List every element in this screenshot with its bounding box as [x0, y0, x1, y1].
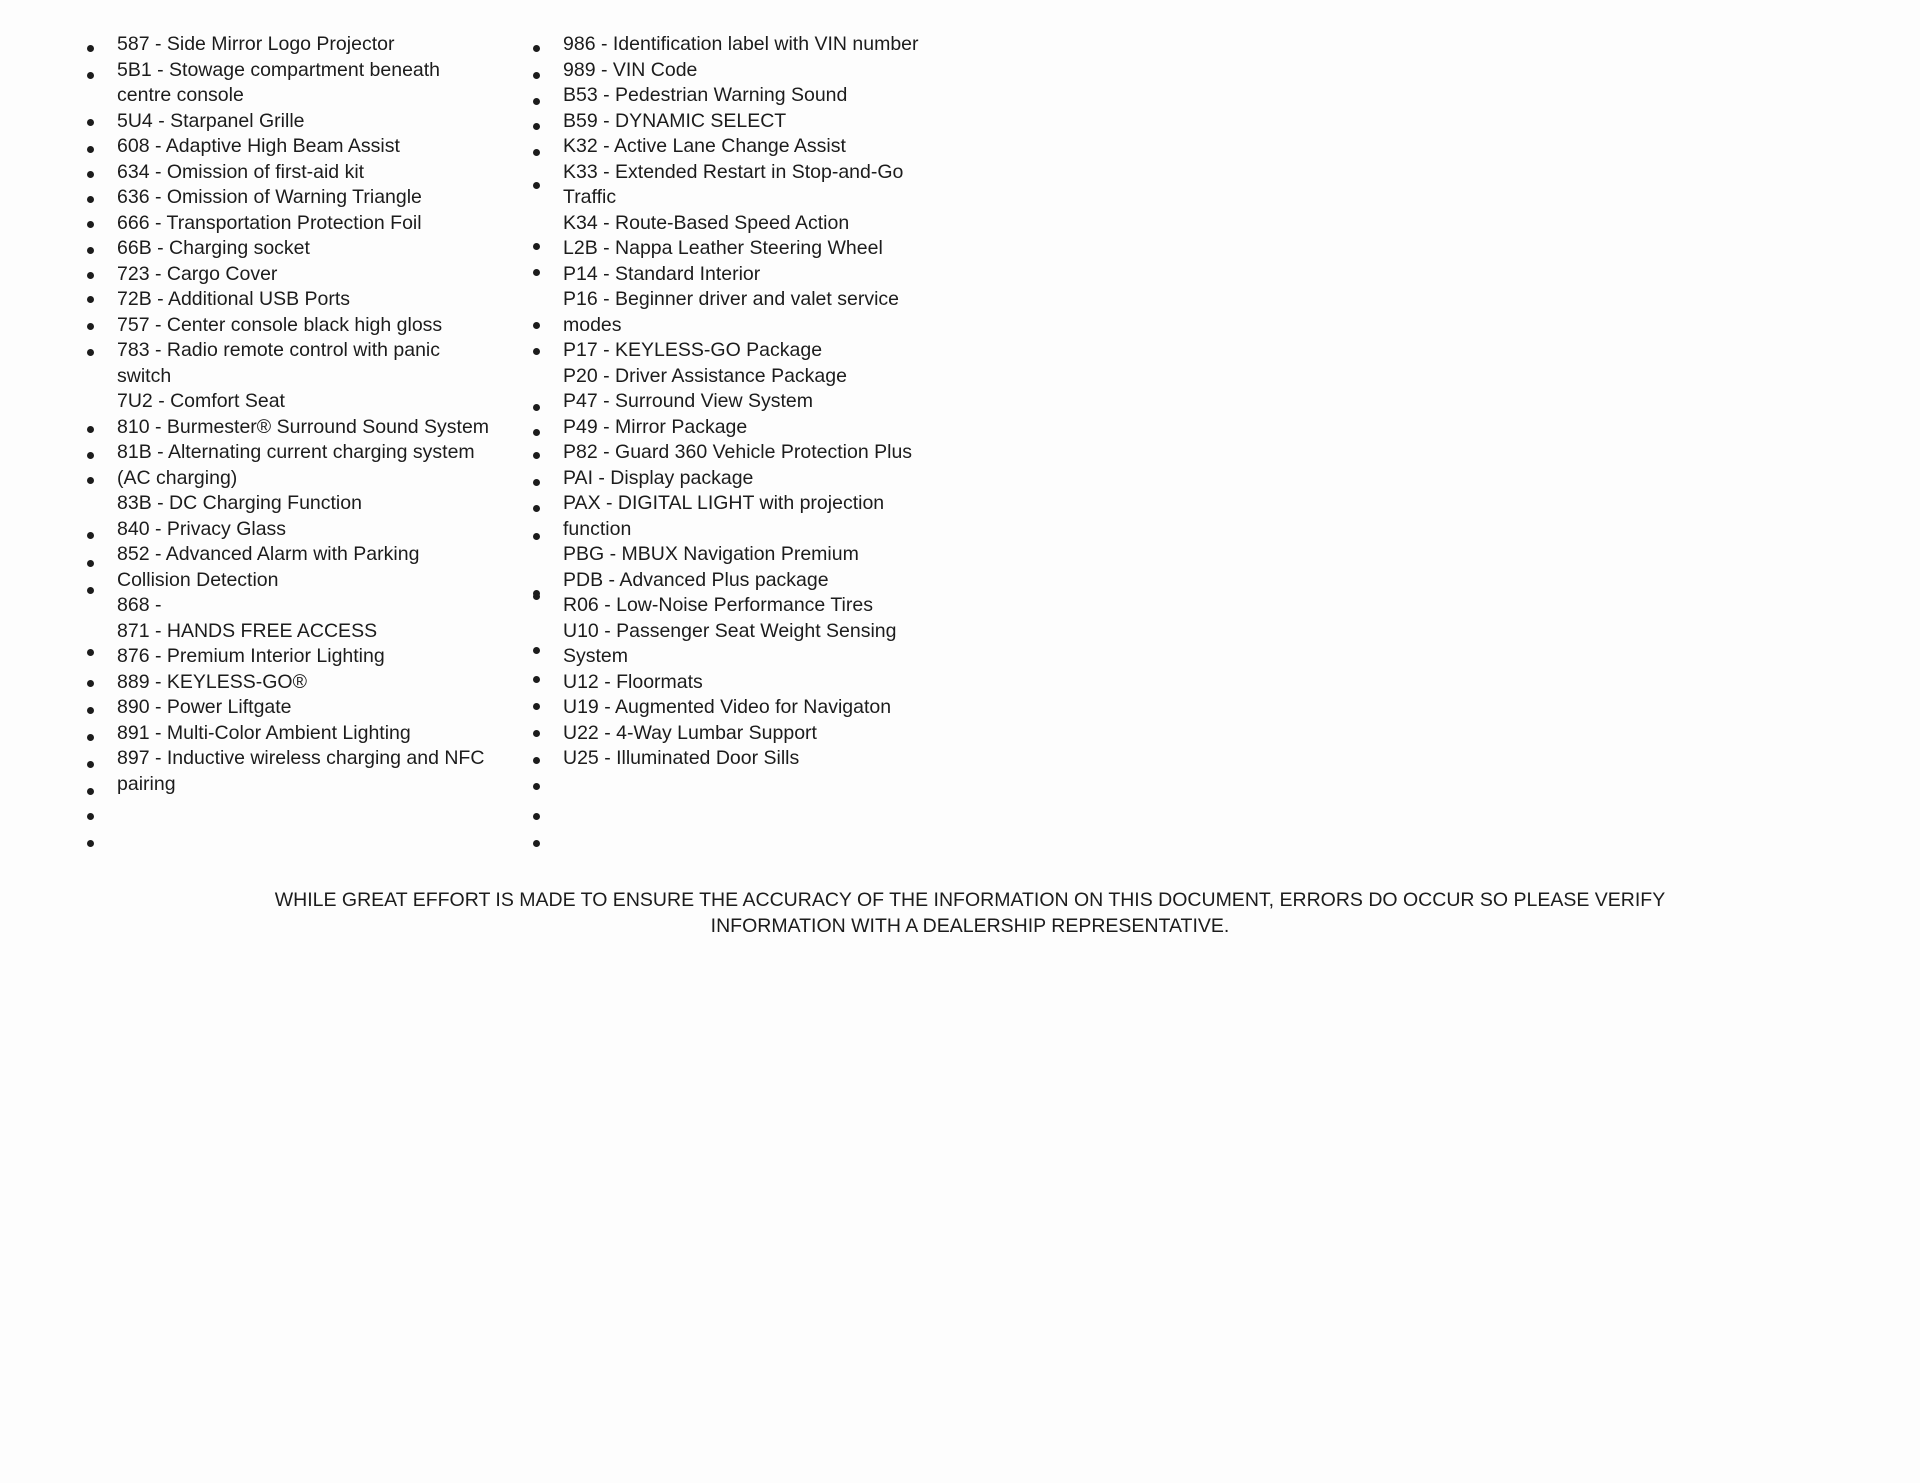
bullet-marker [533, 243, 540, 250]
option-line: 840 - Privacy Glass [117, 517, 287, 540]
bullet-marker [87, 734, 94, 741]
option-line: Collision Detection [117, 568, 279, 591]
bullet-marker [87, 45, 94, 52]
bullet-marker [533, 45, 540, 52]
option-line: U19 - Augmented Video for Navigaton [563, 696, 892, 718]
option-line: 889 - KEYLESS-GO® [117, 670, 307, 693]
bullet-marker [533, 757, 540, 764]
option-line: (AC charging) [117, 466, 238, 489]
option-line: P82 - Guard 360 Vehicle Protection Plus [563, 441, 913, 463]
bullet-marker [87, 323, 94, 330]
option-line: System [563, 645, 629, 667]
bullet-marker [87, 707, 94, 714]
bullet-marker [533, 593, 540, 600]
bullet-marker [87, 426, 94, 433]
option-line: P17 - KEYLESS-GO Package [563, 339, 823, 361]
options-list-left [117, 32, 547, 797]
option-line: pairing [117, 772, 176, 795]
bullet-marker [533, 182, 540, 189]
bullet-marker [533, 840, 540, 847]
bullet-marker [533, 269, 540, 276]
bullet-marker [87, 840, 94, 847]
bullet-marker [87, 119, 94, 126]
option-line: U10 - Passenger Seat Weight Sensing [563, 619, 897, 642]
bullet-marker [533, 783, 540, 790]
option-line: 66B - Charging socket [117, 237, 310, 259]
option-line: 757 - Center console black high gloss [117, 313, 443, 336]
bullet-marker [533, 429, 540, 436]
option-line: 666 - Transportation Protection Foil [117, 211, 422, 234]
option-line: 871 - HANDS FREE ACCESS [117, 619, 378, 642]
bullet-marker [87, 788, 94, 795]
option-line: 890 - Power Liftgate [117, 696, 292, 718]
bullet-marker [533, 813, 540, 820]
option-line: PAX - DIGITAL LIGHT with projection [563, 492, 885, 514]
bullet-marker [533, 348, 540, 355]
bullet-marker [533, 404, 540, 411]
bullet-marker [533, 505, 540, 512]
option-line: U12 - Floormats [563, 670, 703, 693]
option-line: P47 - Surround View System [563, 390, 814, 412]
option-line: 5U4 - Starpanel Grille [117, 109, 305, 132]
option-line: 83B - DC Charging Function [117, 492, 362, 514]
bullet-marker [533, 730, 540, 737]
bullet-marker [533, 703, 540, 710]
bullet-marker [87, 196, 94, 203]
option-line: 868 - [117, 594, 162, 616]
option-line: 989 - VIN Code [563, 58, 698, 81]
disclaimer-line-1: WHILE GREAT EFFORT IS MADE TO ENSURE THE ACCURACY OF THE INFORMATION ON THIS DOCUMENT, ERRORS DO OCCUR SO PLEASE VERIFY [274, 889, 1666, 911]
option-line: 634 - Omission of first-aid kit [117, 160, 365, 183]
option-line: P20 - Driver Assistance Package [563, 364, 847, 387]
option-line: 876 - Premium Interior Lighting [117, 645, 385, 667]
option-line: B59 - DYNAMIC SELECT [563, 109, 787, 132]
disclaimer-line-2: INFORMATION WITH A DEALERSHIP REPRESENTATIVE. [710, 914, 1230, 937]
option-line: 587 - Side Mirror Logo Projector [117, 33, 395, 55]
option-line: PAI - Display package [563, 466, 754, 489]
bullet-marker [87, 452, 94, 459]
bullet-marker [87, 761, 94, 768]
bullet-marker [87, 296, 94, 303]
option-line: 810 - Burmester® Surround Sound System [117, 415, 490, 438]
bullet-marker [87, 272, 94, 279]
bullet-marker [87, 247, 94, 254]
bullet-marker [87, 813, 94, 820]
option-line: 986 - Identification label with VIN number [563, 33, 919, 55]
option-line: function [563, 517, 632, 540]
disclaimer [240, 888, 1700, 939]
option-line: P49 - Mirror Package [563, 415, 748, 438]
option-line: L2B - Nappa Leather Steering Wheel [563, 237, 883, 259]
option-line: centre console [117, 84, 244, 106]
bullet-marker [533, 123, 540, 130]
option-line: 608 - Adaptive High Beam Assist [117, 135, 400, 157]
bullet-marker [533, 98, 540, 105]
bullet-marker [533, 72, 540, 79]
bullet-marker [87, 680, 94, 687]
option-line: 72B - Additional USB Ports [117, 288, 351, 310]
option-line: Traffic [563, 186, 617, 208]
options-list-right [563, 32, 993, 772]
option-line: 7U2 - Comfort Seat [117, 390, 285, 412]
bullet-marker [533, 149, 540, 156]
option-line: K32 - Active Lane Change Assist [563, 135, 846, 157]
bullet-marker [533, 647, 540, 654]
bullet-marker [533, 479, 540, 486]
bullet-marker [87, 221, 94, 228]
option-line: switch [117, 364, 172, 387]
option-line: 723 - Cargo Cover [117, 262, 278, 285]
option-line: R06 - Low-Noise Performance Tires [563, 594, 873, 616]
bullet-marker [87, 532, 94, 539]
option-line: 897 - Inductive wireless charging and NFC [117, 747, 485, 769]
bullet-marker [87, 146, 94, 153]
option-line: B53 - Pedestrian Warning Sound [563, 84, 848, 106]
option-line: U22 - 4-Way Lumbar Support [563, 721, 817, 744]
option-line: P14 - Standard Interior [563, 262, 761, 285]
option-line: K34 - Route-Based Speed Action [563, 211, 850, 234]
bullet-marker [87, 587, 94, 594]
bullet-marker [87, 72, 94, 79]
bullet-marker [533, 533, 540, 540]
bullet-marker [87, 171, 94, 178]
option-line: 5B1 - Stowage compartment beneath [117, 58, 441, 81]
bullet-marker [87, 349, 94, 356]
option-line: 783 - Radio remote control with panic [117, 339, 440, 361]
bullet-marker [87, 477, 94, 484]
option-line: U25 - Illuminated Door Sills [563, 747, 800, 769]
option-line: 852 - Advanced Alarm with Parking [117, 543, 420, 565]
option-line: PDB - Advanced Plus package [563, 568, 829, 591]
option-line: PBG - MBUX Navigation Premium [563, 543, 859, 565]
option-line: P16 - Beginner driver and valet service [563, 288, 900, 310]
bullet-marker [87, 649, 94, 656]
bullet-marker [533, 676, 540, 683]
bullet-marker [533, 452, 540, 459]
option-line: modes [563, 313, 622, 336]
bullet-marker [87, 560, 94, 567]
option-line: K33 - Extended Restart in Stop-and-Go [563, 160, 904, 183]
bullet-marker [533, 322, 540, 329]
option-line: 891 - Multi-Color Ambient Lighting [117, 721, 411, 744]
option-line: 636 - Omission of Warning Triangle [117, 186, 422, 208]
option-line: 81B - Alternating current charging system [117, 441, 475, 463]
